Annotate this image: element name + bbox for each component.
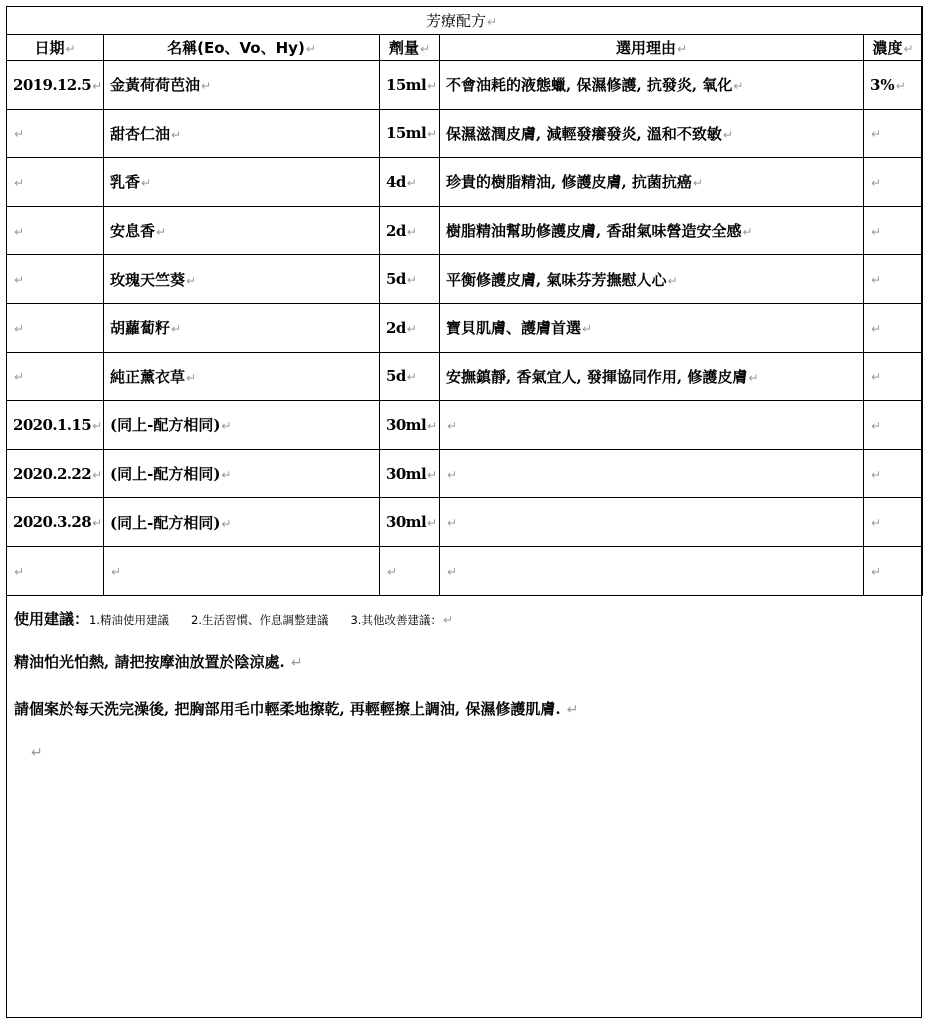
cell-name[interactable]: [104, 352, 380, 401]
suggestion-label: 使用建議：: [14, 610, 90, 628]
paragraph-mark: ↵: [31, 745, 43, 761]
paragraph-mark: ↵: [111, 564, 122, 579]
paragraph-mark: ↵: [290, 655, 303, 671]
header-name-label: 名稱(Eo、Vo、Hy): [167, 39, 305, 57]
cell-reason[interactable]: [440, 109, 864, 158]
paragraph-mark: ↵: [903, 42, 914, 56]
header-date[interactable]: [7, 35, 104, 61]
paragraph-mark: ↵: [171, 322, 182, 337]
cell-date-text: 2020.1.15: [13, 415, 92, 434]
paragraph-mark: ↵: [667, 273, 678, 288]
cell-concentration[interactable]: [864, 206, 923, 255]
cell-date-text: 2020.3.28: [13, 513, 92, 532]
table-row: [7, 449, 923, 498]
header-name[interactable]: [104, 35, 380, 61]
cell-concentration[interactable]: [864, 255, 923, 304]
paragraph-mark: ↵: [871, 321, 882, 336]
cell-reason[interactable]: [440, 352, 864, 401]
header-concentration[interactable]: [864, 35, 923, 61]
empty-paragraph[interactable]: [30, 743, 43, 761]
cell-dose[interactable]: [380, 303, 440, 352]
paragraph-mark: ↵: [427, 516, 437, 531]
cell-dose-text: 15ml: [386, 75, 427, 94]
paragraph-mark: ↵: [92, 516, 102, 531]
cell-date[interactable]: [7, 61, 104, 110]
paragraph-mark: ↵: [14, 321, 24, 336]
table-row: [7, 255, 923, 304]
cell-dose[interactable]: [380, 109, 440, 158]
cell-dose-text: 2d: [386, 318, 406, 337]
paragraph-mark: ↵: [186, 273, 197, 288]
paragraph-mark: ↵: [186, 370, 197, 385]
cell-reason[interactable]: [440, 61, 864, 110]
paragraph-mark: ↵: [387, 564, 397, 579]
suggestion-item-1: 1.精油使用建議: [89, 613, 169, 627]
cell-reason-text: 珍貴的樹脂精油, 修護皮膚, 抗菌抗癌: [446, 173, 692, 192]
cell-date[interactable]: [7, 449, 104, 498]
cell-reason-text: 保濕滋潤皮膚, 減輕發癢發炎, 溫和不致敏: [446, 124, 722, 143]
paragraph-mark: ↵: [871, 418, 882, 433]
paragraph-mark: ↵: [871, 516, 882, 531]
cell-concentration[interactable]: [864, 61, 923, 110]
cell-dose-text: 15ml: [386, 124, 427, 143]
table-header-row: [7, 35, 923, 61]
paragraph-mark: ↵: [742, 225, 753, 240]
table-row: [7, 61, 923, 110]
cell-name-text: 玫瑰天竺葵: [110, 270, 186, 289]
cell-concentration[interactable]: [864, 498, 923, 547]
header-date-label: 日期: [34, 39, 65, 57]
cell-name-text: 安息香: [110, 222, 156, 241]
header-dose-label: 劑量: [388, 39, 419, 57]
cell-dose[interactable]: [380, 546, 440, 595]
paragraph-mark: ↵: [406, 175, 417, 190]
usage-suggestion-heading[interactable]: [14, 608, 453, 629]
paragraph-mark: ↵: [406, 273, 417, 288]
paragraph-mark: ↵: [442, 613, 454, 627]
paragraph-mark: ↵: [221, 419, 232, 434]
paragraph-mark: ↵: [427, 78, 437, 93]
paragraph-mark: ↵: [447, 516, 458, 531]
paragraph-mark: ↵: [486, 15, 498, 29]
paragraph-mark: ↵: [92, 418, 102, 433]
table-row: [7, 206, 923, 255]
cell-dose[interactable]: [380, 401, 440, 450]
table-row: [7, 158, 923, 207]
paragraph-mark: ↵: [566, 702, 579, 718]
cell-name-text: (同上-配方相同): [110, 513, 221, 532]
paragraph-mark: ↵: [406, 321, 417, 336]
paragraph-mark: ↵: [14, 273, 24, 288]
suggestion-item-3: 3.其他改善建議：: [350, 613, 442, 627]
cell-date[interactable]: [7, 498, 104, 547]
paragraph-mark: ↵: [427, 127, 437, 142]
paragraph-mark: ↵: [14, 175, 24, 190]
paragraph-mark: ↵: [871, 127, 882, 142]
paragraph-mark: ↵: [65, 42, 76, 56]
cell-date[interactable]: [7, 158, 104, 207]
paragraph-mark: ↵: [14, 370, 24, 385]
cell-reason-text: 寶貝肌膚、護膚首選: [446, 319, 582, 338]
cell-name[interactable]: [104, 303, 380, 352]
paragraph-mark: ↵: [722, 127, 733, 142]
header-reason-label: 選用理由: [615, 39, 676, 57]
paragraph-mark: ↵: [733, 79, 744, 94]
aromatherapy-recipe-table: [6, 6, 923, 596]
paragraph-mark: ↵: [447, 418, 458, 433]
paragraph-mark: ↵: [748, 370, 759, 385]
cell-dose[interactable]: [380, 158, 440, 207]
cell-name-text: 純正薰衣草: [110, 367, 186, 386]
table-title: 芳療配方: [425, 12, 486, 30]
cell-date[interactable]: [7, 401, 104, 450]
cell-concentration[interactable]: [864, 401, 923, 450]
suggestion-line-2[interactable]: [14, 698, 579, 719]
cell-reason-text: 不會油耗的液態蠟, 保濕修護, 抗發炎, 氧化: [446, 76, 733, 95]
header-reason[interactable]: [440, 35, 864, 61]
paragraph-mark: ↵: [447, 467, 458, 482]
cell-name[interactable]: [104, 401, 380, 450]
cell-reason[interactable]: [440, 401, 864, 450]
cell-date[interactable]: [7, 109, 104, 158]
paragraph-mark: ↵: [419, 42, 431, 56]
cell-name[interactable]: [104, 109, 380, 158]
cell-reason-text: 平衡修護皮膚, 氣味芬芳撫慰人心: [446, 270, 667, 289]
suggestion-line-1-text: 精油怕光怕熱, 請把按摩油放置於陰涼處.: [14, 653, 285, 671]
cell-name[interactable]: [104, 449, 380, 498]
paragraph-mark: ↵: [171, 127, 182, 142]
cell-concentration-text: 3%: [870, 75, 895, 94]
paragraph-mark: ↵: [141, 176, 152, 191]
cell-reason[interactable]: [440, 303, 864, 352]
table-row: [7, 109, 923, 158]
suggestion-line-2-text: 請個案於每天洗完澡後, 把胸部用毛巾輕柔地擦乾, 再輕輕擦上調油, 保濕修護肌膚.: [14, 700, 561, 718]
cell-dose-text: 5d: [386, 367, 406, 386]
cell-dose[interactable]: [380, 352, 440, 401]
cell-concentration[interactable]: [864, 109, 923, 158]
cell-reason[interactable]: [440, 449, 864, 498]
cell-reason-text: 安撫鎮靜, 香氣宜人, 發揮協同作用, 修護皮膚: [446, 367, 748, 386]
table-row: [7, 401, 923, 450]
table-row: [7, 352, 923, 401]
cell-name[interactable]: [104, 546, 380, 595]
cell-dose-text: 2d: [386, 221, 406, 240]
paragraph-mark: ↵: [14, 224, 24, 239]
cell-dose-text: 30ml: [386, 513, 427, 532]
cell-dose[interactable]: [380, 498, 440, 547]
paragraph-mark: ↵: [895, 78, 906, 93]
cell-date-text: 2020.2.22: [13, 464, 92, 483]
cell-name-text: (同上-配方相同): [110, 465, 221, 484]
paragraph-mark: ↵: [156, 225, 167, 240]
paragraph-mark: ↵: [221, 468, 232, 483]
table-title-row: [7, 7, 923, 35]
cell-name[interactable]: [104, 498, 380, 547]
cell-name-text: 胡蘿蔔籽: [110, 319, 171, 338]
cell-name[interactable]: [104, 206, 380, 255]
table-row: [7, 546, 923, 595]
cell-concentration[interactable]: [864, 352, 923, 401]
cell-name-text: 甜杏仁油: [110, 124, 171, 143]
cell-dose-text: 5d: [386, 270, 406, 289]
paragraph-mark: ↵: [14, 564, 24, 579]
cell-dose[interactable]: [380, 61, 440, 110]
paragraph-mark: ↵: [871, 370, 882, 385]
paragraph-mark: ↵: [221, 516, 232, 531]
cell-dose-text: 30ml: [386, 464, 427, 483]
cell-concentration[interactable]: [864, 303, 923, 352]
cell-dose[interactable]: [380, 206, 440, 255]
cell-date[interactable]: [7, 255, 104, 304]
table-row: [7, 303, 923, 352]
table-row: [7, 498, 923, 547]
cell-name-text: 乳香: [110, 173, 141, 192]
cell-name-text: 金黃荷荷芭油: [110, 76, 201, 95]
header-concentration-label: 濃度: [872, 39, 903, 57]
cell-reason[interactable]: [440, 158, 864, 207]
suggestion-item-2: 2.生活習慣、作息調整建議: [191, 613, 329, 627]
paragraph-mark: ↵: [871, 467, 882, 482]
paragraph-mark: ↵: [92, 467, 102, 482]
paragraph-mark: ↵: [201, 79, 212, 94]
paragraph-mark: ↵: [871, 564, 882, 579]
cell-date[interactable]: [7, 303, 104, 352]
paragraph-mark: ↵: [447, 564, 458, 579]
cell-name[interactable]: [104, 255, 380, 304]
cell-dose-text: 30ml: [386, 415, 427, 434]
paragraph-mark: ↵: [871, 273, 882, 288]
cell-name-text: (同上-配方相同): [110, 416, 221, 435]
cell-dose-text: 4d: [386, 172, 406, 191]
table-title-cell[interactable]: [7, 7, 923, 35]
paragraph-mark: ↵: [406, 370, 417, 385]
cell-dose[interactable]: [380, 255, 440, 304]
paragraph-mark: ↵: [676, 42, 688, 56]
cell-reason[interactable]: [440, 546, 864, 595]
cell-date-text: 2019.12.5: [13, 75, 92, 94]
cell-dose[interactable]: [380, 449, 440, 498]
cell-concentration[interactable]: [864, 449, 923, 498]
paragraph-mark: ↵: [14, 127, 24, 142]
cell-date[interactable]: [7, 352, 104, 401]
suggestion-line-1[interactable]: [14, 651, 303, 672]
paragraph-mark: ↵: [92, 78, 102, 93]
cell-reason[interactable]: [440, 255, 864, 304]
paragraph-mark: ↵: [305, 42, 316, 56]
cell-date[interactable]: [7, 546, 104, 595]
cell-reason-text: 樹脂精油幫助修護皮膚, 香甜氣味營造安全感: [446, 222, 742, 241]
cell-concentration[interactable]: [864, 158, 923, 207]
cell-concentration[interactable]: [864, 546, 923, 595]
header-dose[interactable]: [380, 35, 440, 61]
paragraph-mark: ↵: [427, 467, 437, 482]
paragraph-mark: ↵: [427, 418, 437, 433]
paragraph-mark: ↵: [871, 224, 882, 239]
paragraph-mark: ↵: [582, 322, 593, 337]
cell-reason[interactable]: [440, 498, 864, 547]
paragraph-mark: ↵: [871, 175, 882, 190]
cell-name[interactable]: [104, 61, 380, 110]
cell-reason[interactable]: [440, 206, 864, 255]
paragraph-mark: ↵: [692, 176, 703, 191]
cell-name[interactable]: [104, 158, 380, 207]
cell-date[interactable]: [7, 206, 104, 255]
paragraph-mark: ↵: [406, 224, 417, 239]
